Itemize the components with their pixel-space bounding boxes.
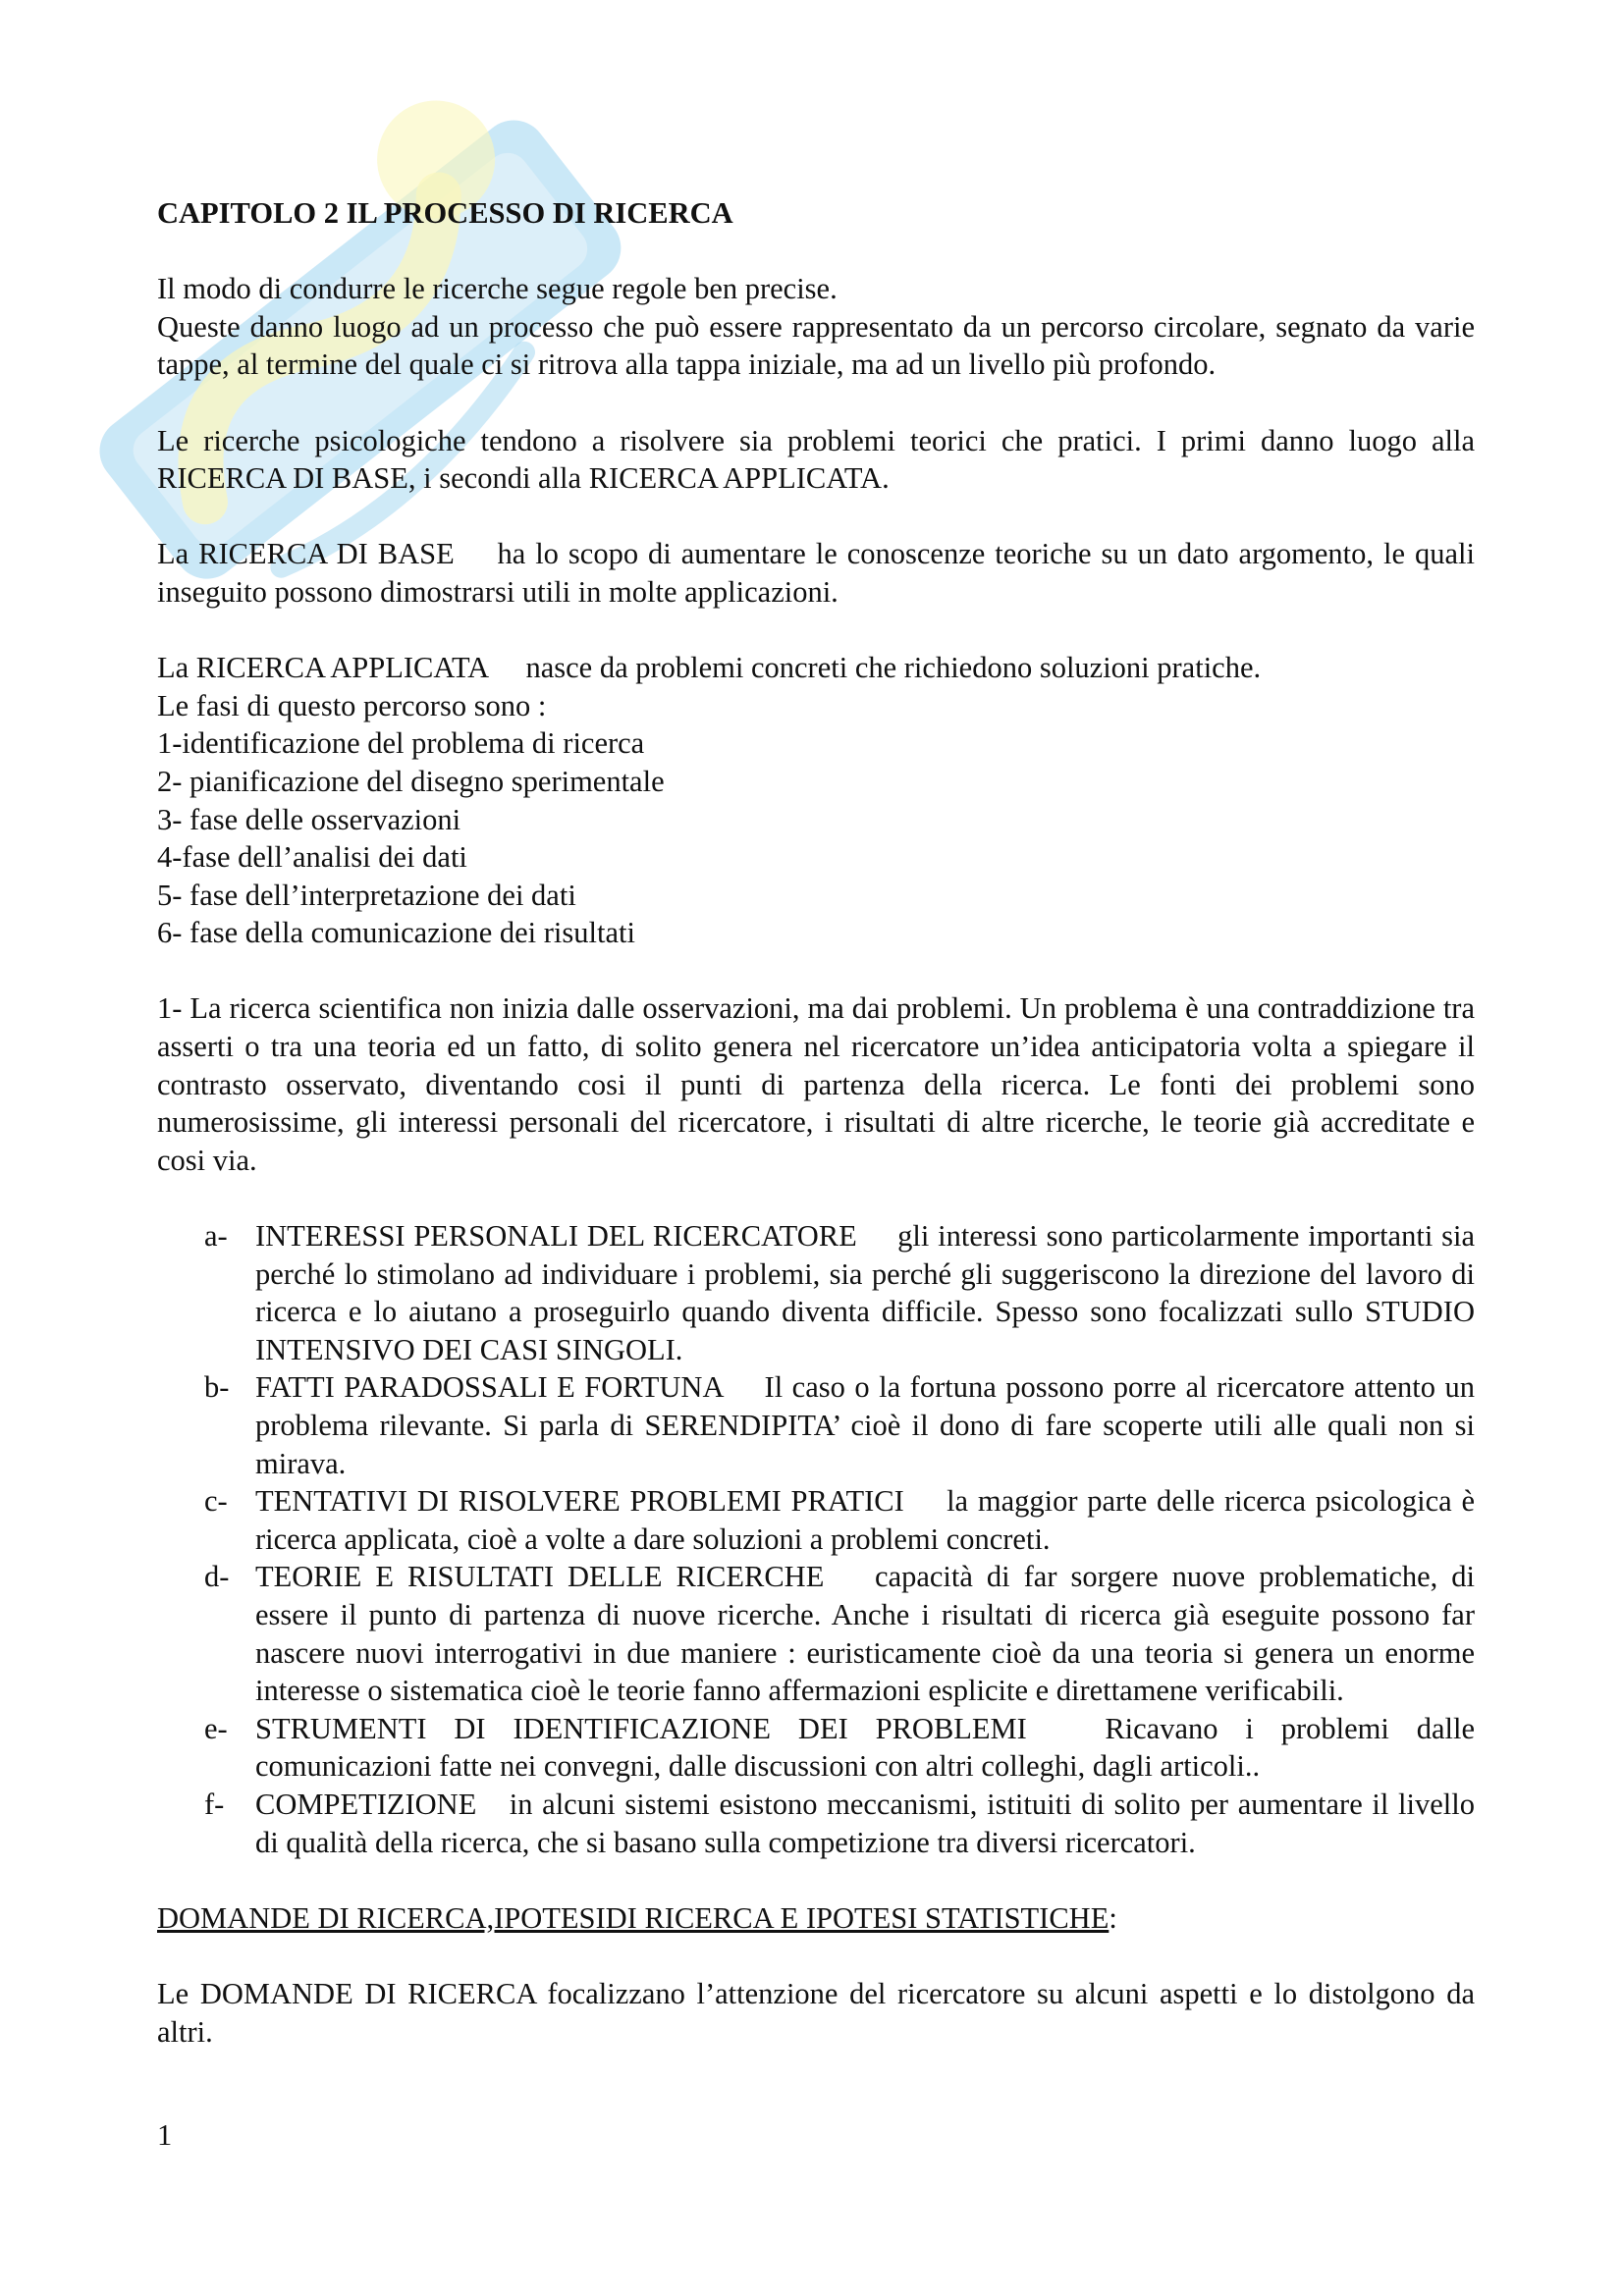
- phases-list: [157, 724, 1475, 952]
- phase-1-paragraph: 1- La ricerca scientifica non inizia dalle osservazioni, ma dai problemi. Un problema è una contraddizione tra asserti o tra una teoria ed un fatto, di solito genera nel ricercatore un’idea anticipatoria volta a spiegare il contrasto osservato, diventando cosi il punti di partenza della ricerca. Le fonti dei problemi sono numerosissime, gli interessi personali del ricercatore, i risultati di altre ricerche, le teorie già accreditate e cosi via.: [157, 991, 1475, 1177]
- problem-sources-list: [157, 1217, 1475, 1861]
- intro-paragraph-3: La RICERCA DI BASE ha lo scopo di aumentare le conoscenze teoriche su un dato argomento, le quali inseguito possono dimostrarsi utili in molte applicazioni.: [157, 537, 1475, 609]
- section-heading: [157, 1899, 1475, 1938]
- list-item: [204, 1710, 1475, 1786]
- list-item-text: FATTI PARADOSSALI E FORTUNA Il caso o la fortuna possono porre al ricercatore attento un problema rilevante. Si parla di SERENDIPITA’ cioè il dono di fare scoperte utili alle quali non si mirava.: [255, 1370, 1475, 1480]
- list-item: 2- pianificazione del disegno sperimentale: [157, 764, 665, 798]
- list-item-text: STRUMENTI DI IDENTIFICAZIONE DEI PROBLEMI Ricavano i problemi dalle comunicazioni fatte nei convegni, dalle discussioni con altri colleghi, dagli articoli..: [255, 1711, 1475, 1784]
- list-item: [204, 1217, 1475, 1368]
- list-item: [204, 1786, 1475, 1861]
- list-item: [204, 1368, 1475, 1482]
- list-item-text: TEORIE E RISULTATI DELLE RICERCHE capacità di far sorgere nuove problematiche, di essere il punto di partenza di nuove ricerche. Anche i risultati di ricerca già eseguite possono far nascere nuovi interrogativi in due maniere : euristicamente cioè da una teoria si genera un enorme interesse o sistematica cioè le teorie fanno affermazioni esplicite e direttamene verificabili.: [255, 1560, 1475, 1708]
- final-paragraph: Le DOMANDE DI RICERCA focalizzano l’attenzione del ricercatore su alcuni aspetti e lo distolgono da altri.: [157, 1976, 1475, 2049]
- list-marker: a-: [204, 1219, 228, 1254]
- list-item: [204, 1558, 1475, 1709]
- list-item: 4-fase dell’analisi dei dati: [157, 840, 467, 875]
- document-page: [157, 194, 1475, 2051]
- section-heading-colon: :: [1109, 1900, 1117, 1935]
- list-item-text: TENTATIVI DI RISOLVERE PROBLEMI PRATICI la maggior parte delle ricerca psicologica è ricerca applicata, cioè a volte a dare soluzioni a problemi concreti.: [255, 1484, 1475, 1556]
- list-marker: f-: [204, 1787, 225, 1821]
- list-item: 6- fase della comunicazione dei risultati: [157, 916, 635, 950]
- list-marker: b-: [204, 1370, 230, 1405]
- list-item-text: COMPETIZIONE in alcuni sistemi esistono meccanismi, istituiti di solito per aumentare il livello di qualità della ricerca, che si basano sulla competizione tra diversi ricercatori.: [255, 1787, 1475, 1859]
- phases-intro: Le fasi di questo percorso sono :: [157, 688, 547, 722]
- list-marker: c-: [204, 1484, 228, 1519]
- intro-paragraph-1-line-1: Il modo di condurre le ricerche segue regole ben precise.: [157, 272, 838, 306]
- list-marker: d-: [204, 1560, 230, 1594]
- intro-paragraph-1-line-2: Queste danno luogo ad un processo che può essere rappresentato da un percorso circolare, segnato da varie tappe, al termine del quale ci si ritrova alla tappa iniziale, ma ad un livello più profondo.: [157, 309, 1475, 382]
- list-item: 1-identificazione del problema di ricerca: [157, 726, 645, 761]
- chapter-title: CAPITOLO 2 IL PROCESSO DI RICERCA: [157, 196, 733, 230]
- list-item: 5- fase dell’interpretazione dei dati: [157, 878, 576, 912]
- list-item-text: INTERESSI PERSONALI DEL RICERCATORE gli interessi sono particolarmente importanti sia perché lo stimolano ad individuare i problemi, sia perché gli suggeriscono la direzione del lavoro di ricerca e lo aiutano a proseguirlo quando diventa difficile. Spesso sono focalizzati sullo STUDIO INTENSIVO DEI CASI SINGOLI.: [255, 1219, 1475, 1366]
- intro-paragraph-4: La RICERCA APPLICATA nasce da problemi concreti che richiedono soluzioni pratiche.: [157, 651, 1230, 685]
- page-number: 1: [157, 2118, 173, 2152]
- list-item: 3- fase delle osservazioni: [157, 802, 461, 836]
- intro-paragraph-2: Le ricerche psicologiche tendono a risolvere sia problemi teorici che pratici. I primi danno luogo alla RICERCA DI BASE, i secondi alla RICERCA APPLICATA.: [157, 423, 1475, 496]
- list-item: [204, 1482, 1475, 1558]
- list-marker: e-: [204, 1711, 228, 1745]
- section-heading-text: DOMANDE DI RICERCA,IPOTESIDI RICERCA E IPOTESI STATISTICHE: [157, 1900, 1109, 1935]
